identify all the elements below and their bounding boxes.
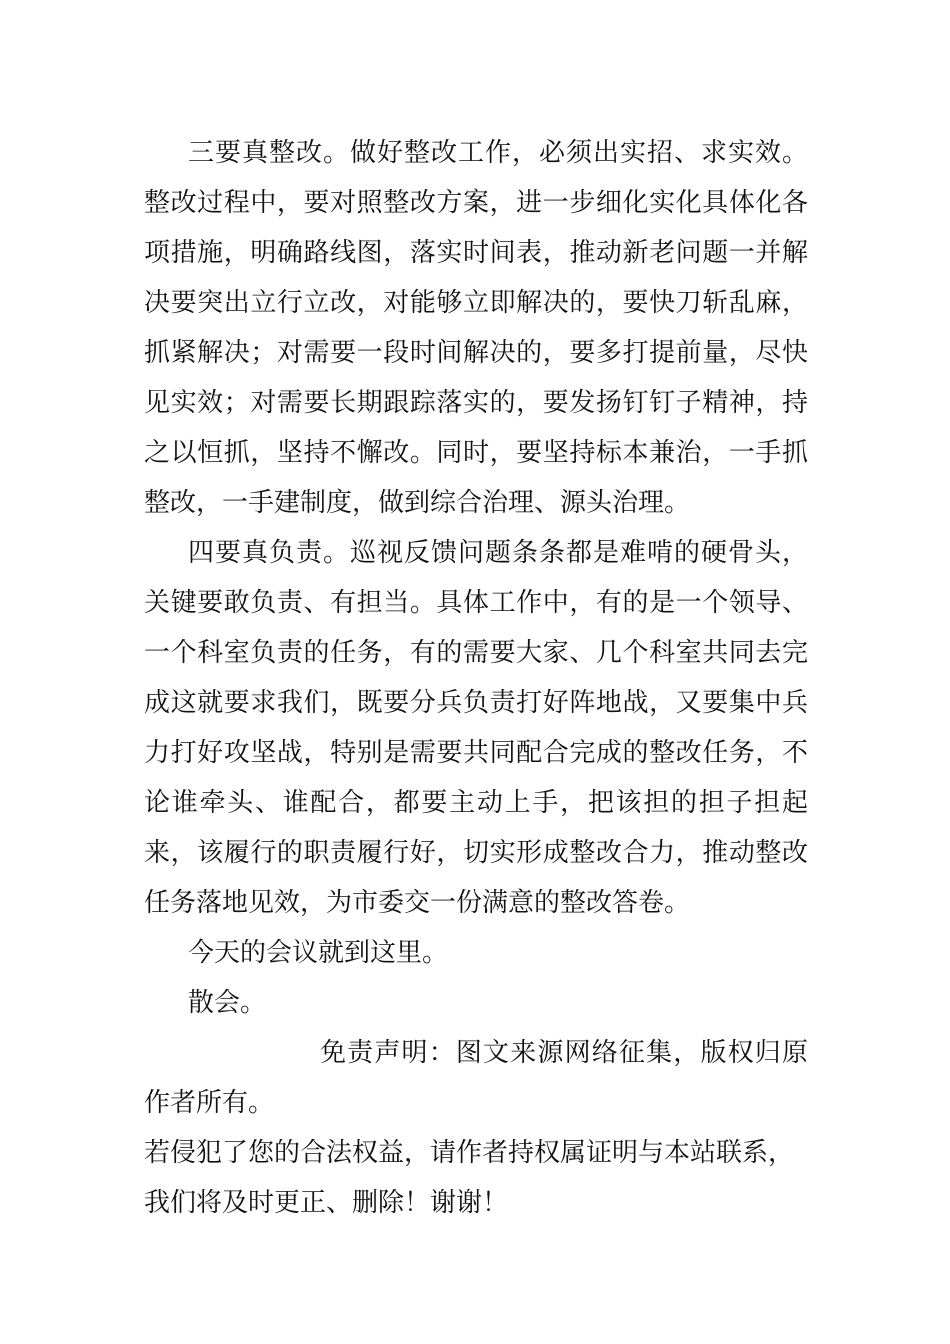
paragraph-meeting-end: 今天的会议就到这里。: [188, 938, 449, 968]
paragraph-rectification: 三要真整改。做好整改工作，必须出实招、求实效。整改过程中，要对照整改方案，进一步细化实化具体化各项措施，明确路线图，落实时间表，推动新老问题一并解决要突出立行立改，对能够立即解决的，要快刀斩乱麻，抓紧解决；对需要一段时间解决的，要多打提前量，尽快见实效；对需要长期跟踪落实的，要发扬钉钉子精神，持之以恒抓，坚持不懈改。同时，要坚持标本兼治，一手抓整改，一手建制度，做到综合治理、源头治理。: [144, 138, 808, 518]
disclaimer-text: 免责声明：图文来源网络征集，版权归原作者所有。: [144, 1038, 808, 1118]
copyright-notice-line-2: 我们将及时更正、删除！谢谢！: [144, 1188, 509, 1218]
copyright-notice-line-1: 若侵犯了您的合法权益，请作者持权属证明与本站联系，: [144, 1138, 795, 1168]
paragraph-responsibility: 四要真负责。巡视反馈问题条条都是难啃的硬骨头，关键要敢负责、有担当。具体工作中，有的是一个领导、一个科室负责的任务，有的需要大家、几个科室共同去完成这就要求我们，既要分兵负责打好阵地战，又要集中兵力打好攻坚战，特别是需要共同配合完成的整改任务，不论谁牵头、谁配合，都要主动上手，把该担的担子担起来，该履行的职责履行好，切实形成整改合力，推动整改任务落地见效，为市委交一份满意的整改答卷。: [144, 538, 808, 918]
document-body: [144, 128, 808, 1228]
paragraph-adjourn: 散会。: [188, 988, 267, 1018]
